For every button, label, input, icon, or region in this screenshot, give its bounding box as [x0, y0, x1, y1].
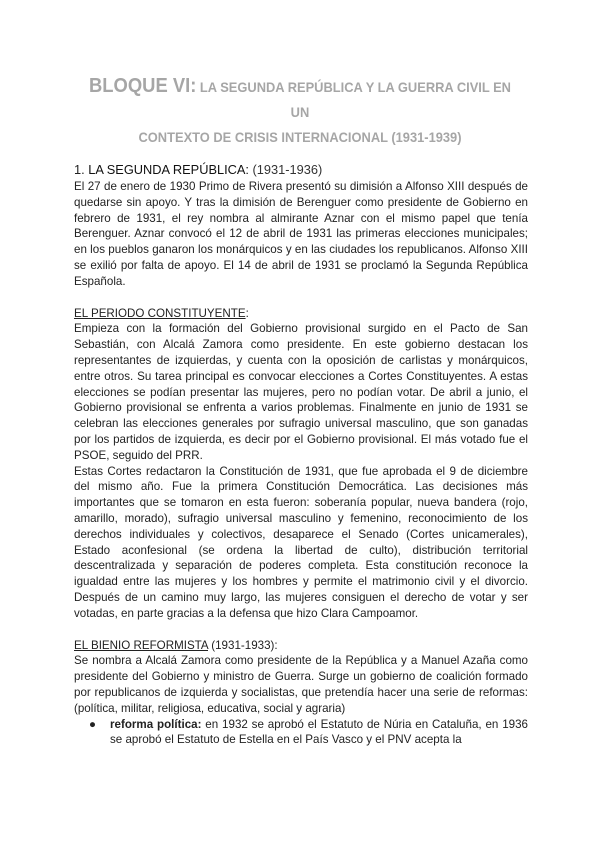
bullet-icon: ●: [89, 717, 97, 731]
bullet-text: en 1932 se aprobó el Estatuto de Núria en Cataluña, en 1936 se aprobó el Estatuto de Estella en el País Vasco y el PNV acepta la: [110, 717, 529, 747]
constituyente-heading-colon: :: [245, 306, 249, 320]
section-title: LA SEGUNDA REPÚBLICA:: [88, 162, 249, 177]
bienio-bullet-list: [74, 717, 528, 749]
spacer: [74, 622, 528, 638]
constituyente-paragraph-1: Empieza con la formación del Gobierno provisional surgido en el Pacto de San Sebastián, con Alcalá Zamora como presidente. En este gobierno destacan los representantes de izquierdas, y cuenta con la oposición de carlistas y monárquicos, entre otros. Su tarea principal es convocar elecciones a Cortes Constituyentes. A estas elecciones se podían presentar las mujeres, pero no podían votar. De abril a junio, el Gobierno provisional se enfrenta a varios problemas. Finalmente en junio de 1931 se celebran las elecciones generales por sufragio universal masculino, que son ganadas por los partidos de izquierda, es decir por el Gobierno provisional. El más votado fue el PSOE, seguido del PRR.: [74, 322, 528, 462]
document-title: [60, 74, 540, 150]
constituyente-paragraph-2: Estas Cortes redactaron la Constitución de 1931, que fue aprobada el 9 de diciembre del mismo año. Fue la primera Constitución Democrática. Las decisiones más importantes que se tomaron en esta fueron: soberanía popular, nueva bandera (rojo, amarillo, morado), sufragio universal masculino y femenino, reconocimiento de los derechos individuales y colectivos, desaparece el Senado (Cortes unicamerales), Estado aconfesional (se ordena la libertad de culto), distribución territorial descentralizada y separación de poderes completa. Esta constitución reconoce la igualdad entre las mujeres y los hombres y permite el matrimonio civil y el divorcio. Después de un camino muy largo, las mujeres consiguen el derecho de votar y ser votadas, en parte gracias a la defensa que hizo Clara Campoamor.: [74, 464, 528, 620]
title-line-2: CONTEXTO DE CRISIS INTERNACIONAL (1931-1939): [138, 129, 462, 145]
title-line-1-text: LA SEGUNDA REPÚBLICA Y LA GUERRA CIVIL EN UN: [199, 79, 511, 120]
section-1-heading: [74, 161, 528, 179]
section-1-paragraph: El 27 de enero de 1930 Primo de Rivera presentó su dimisión a Alfonso XIII después de quedarse sin apoyo. Y tras la dimisión de Berenguer como presidente de Gobierno en febrero de 1931, el rey nombra al almirante Aznar con el mismo papel que tenía Berenguer. Aznar convocó el 12 de abril de 1931 las primeras elecciones municipales; en los pueblos ganaron los monárquicos y en las ciudades los republicanos. Alfonso XIII se exilió por falta de apoyo. El 14 de abril de 1931 se proclamó la Segunda República Española.: [74, 180, 528, 288]
document-body: [74, 161, 528, 748]
section-dates: (1931-1936): [252, 162, 323, 177]
bienio-paragraph: Se nombra a Alcalá Zamora como presidente de la República y a Manuel Azaña como presidente del Gobierno y ministro de Guerra. Surge un gobierno de coalición formado por republicanos de izquierda y socialistas, que pretendía hacer una serie de reformas: (política, militar, religiosa, educativa, social y agraria): [74, 654, 528, 715]
list-item: [74, 717, 528, 749]
bullet-label: reforma política:: [110, 717, 202, 731]
constituyente-heading-text: EL PERIODO CONSTITUYENTE: [74, 306, 246, 320]
bienio-heading-dates: (1931-1933):: [211, 638, 278, 652]
spacer: [74, 290, 528, 306]
constituyente-heading: [74, 306, 528, 322]
bienio-heading-text: EL BIENIO REFORMISTA: [74, 638, 208, 652]
title-line-1: [79, 74, 521, 125]
section-number: 1.: [74, 162, 85, 177]
block-label: BLOQUE VI:: [89, 75, 197, 97]
bienio-heading: [74, 638, 528, 654]
